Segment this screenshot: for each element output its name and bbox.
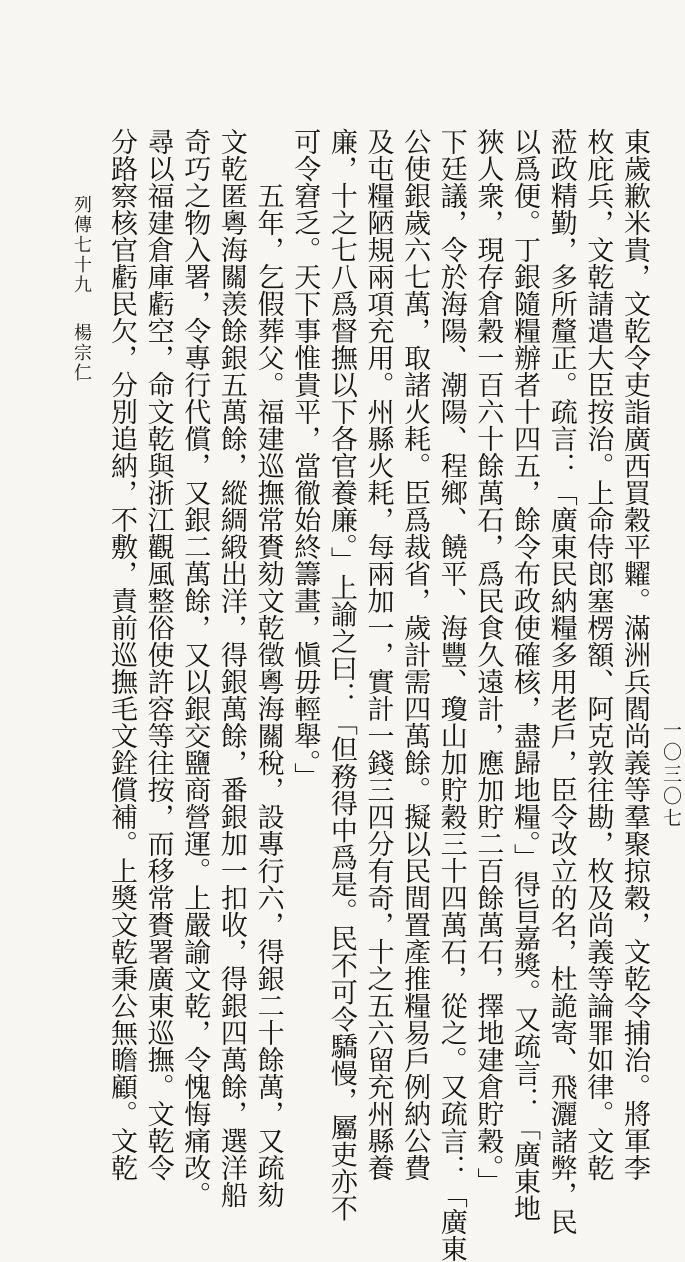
text-column: 及屯糧陋規兩項充用。州縣火耗，每兩加一，實計一錢三四分有奇，十之五六留充州縣養 — [362, 128, 394, 1181]
text-column: 東歲歉米貴，文乾令吏詣廣西買穀平糶。滿洲兵閻尚義等羣聚掠穀，文乾令捕治。將軍李 — [618, 128, 650, 1181]
text-column: 以爲便。丁銀隨糧辦者十四五，餘令布政使確核，盡歸地糧。」得旨嘉獎。又疏言：「廣東地 — [509, 128, 541, 1222]
text-column: 枚庇兵，文乾請遣大臣按治。上命侍郎塞楞額、阿克敦往勘，枚及尚義等論罪如律。文乾 — [582, 128, 614, 1181]
chapter-title: 列傳七十九 — [71, 195, 92, 295]
text-column: 廉，十之七八爲督撫以下各官養廉。」上諭之曰：「但務得中爲是。民不可令驕慢，屬吏亦不 — [325, 128, 357, 1222]
text-body — [106, 128, 650, 1262]
text-column: 尋以福建倉庫虧空，命文乾與浙江觀風整俗使許容等往按，而移常賚署廣東巡撫。文乾令 — [142, 128, 174, 1181]
text-column: 五年，乞假葬父。福建巡撫常賚劾文乾徵粵海關稅，設專行六，得銀二十餘萬，又疏劾 — [252, 128, 284, 1208]
text-column: 蒞政精勤，多所釐正。疏言：「廣東民納糧多用老戶，臣令改立的名，杜詭寄、飛灑諸弊，民 — [545, 128, 577, 1235]
text-column: 文乾匿粵海關羡餘銀五萬餘，縱綢緞出洋，得銀萬餘，番銀加一扣收，得銀四萬餘，選洋船 — [215, 128, 247, 1208]
biography-name: 楊宗仁 — [71, 323, 92, 383]
text-column: 分路察核官虧民欠，分別追納，不敷，責前巡撫毛文銓償補。上奬文乾秉公無瞻顧。文乾 — [106, 128, 137, 1181]
page-number: 一〇三〇七 — [660, 720, 682, 830]
page-footer-chapter — [68, 195, 94, 383]
text-column: 可令窘乏。天下事惟貴平，當徹始終籌畫，愼毋輕舉。」 — [289, 128, 321, 790]
text-column: 奇巧之物入署，令專行代償，又銀二萬餘，又以銀交鹽商營運。上嚴諭文乾，令愧悔痛改。 — [179, 128, 211, 1208]
text-column: 狹人衆，現存倉穀一百六十餘萬石，爲民食久遠計，應加貯二百餘萬石，擇地建倉貯穀。」 — [472, 128, 504, 1195]
text-column: 下廷議，令於海陽、潮陽、程鄉、饒平、海豐、瓊山加貯穀三十四萬石，從之。又疏言：「廣東 — [435, 128, 467, 1262]
text-column: 公使銀歲六七萬，取諸火耗。臣爲裁省，歲計需四萬餘。擬以民間置產推糧易戶例納公費 — [399, 128, 431, 1181]
